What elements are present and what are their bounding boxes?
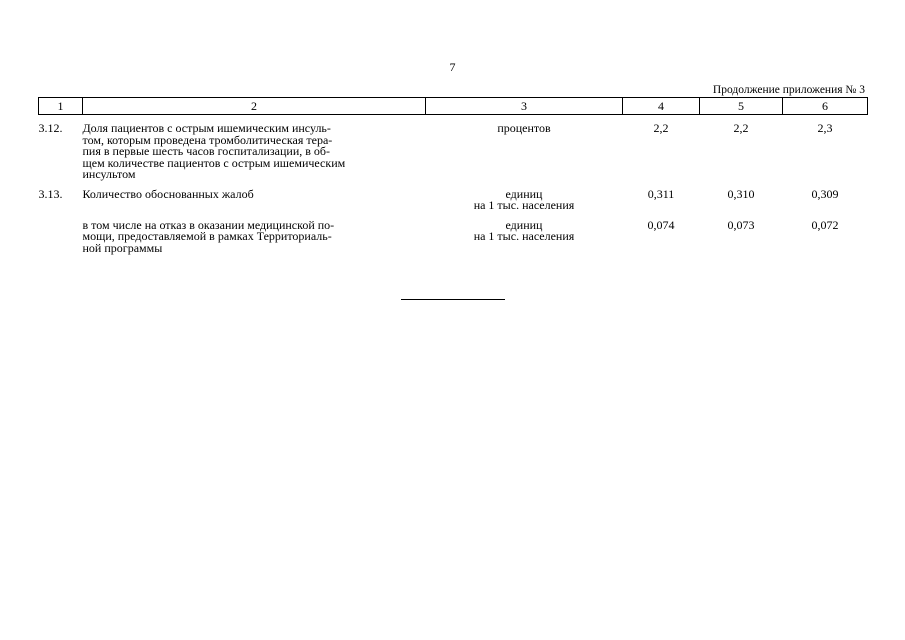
column-header-6: 6 — [783, 98, 868, 115]
column-header-3: 3 — [426, 98, 623, 115]
indicator-name-line: в том числе на отказ в оказании медицинской по- — [82, 217, 335, 232]
value-col-6: 0,072 — [811, 217, 839, 232]
indicator-name — [83, 212, 426, 255]
table-row — [39, 115, 868, 181]
unit-line: процентов — [497, 121, 551, 135]
unit-line: единиц — [505, 186, 543, 201]
indicator-name-line: щем количестве пациентов с острым ишемическим — [82, 155, 346, 170]
row-number: 3.12. — [38, 121, 63, 135]
value-col-5: 0,073 — [727, 217, 755, 232]
unit-line: на 1 тыс. населения — [473, 229, 575, 243]
indicator-name-line: ной программы — [82, 240, 163, 255]
indicators-table — [38, 97, 868, 254]
table-row — [39, 181, 868, 212]
end-separator-line — [401, 299, 505, 300]
column-header-4: 4 — [623, 98, 700, 115]
column-header-5: 5 — [700, 98, 783, 115]
value-col-5: 2,2 — [733, 121, 749, 135]
indicator-name — [83, 115, 426, 181]
value-col-4: 2,2 — [653, 121, 669, 135]
unit-line: на 1 тыс. населения — [473, 198, 575, 212]
indicator-name-line: мощи, предоставляемой в рамках Территориаль- — [82, 229, 332, 243]
unit-of-measure — [426, 212, 623, 255]
table-row — [39, 212, 868, 255]
unit-line: единиц — [505, 217, 543, 232]
unit-of-measure — [426, 181, 623, 212]
value-col-4: 0,311 — [647, 186, 675, 201]
column-header-1: 1 — [39, 98, 83, 115]
value-col-6: 0,309 — [811, 186, 839, 201]
page-number: 7 — [449, 60, 456, 74]
indicator-name-line: Количество обоснованных жалоб — [82, 186, 254, 201]
indicator-name-line: инсультом — [82, 167, 136, 181]
unit-of-measure — [426, 115, 623, 181]
row-number: 3.13. — [38, 186, 63, 201]
continuation-label: Продолжение приложения № 3 — [712, 84, 865, 96]
indicator-name — [83, 181, 426, 212]
row-number — [39, 212, 83, 255]
column-header-2: 2 — [83, 98, 426, 115]
indicator-name-line: том, которым проведена тромболитическая тера- — [82, 132, 333, 147]
value-col-6: 2,3 — [817, 121, 833, 135]
indicator-name-line: Доля пациентов с острым ишемическим инсуль- — [82, 121, 331, 135]
value-col-4: 0,074 — [647, 217, 675, 232]
indicator-name-line: пия в первые шесть часов госпитализации, в об- — [82, 144, 331, 158]
table-header-row — [39, 98, 868, 115]
value-col-5: 0,310 — [727, 186, 755, 201]
